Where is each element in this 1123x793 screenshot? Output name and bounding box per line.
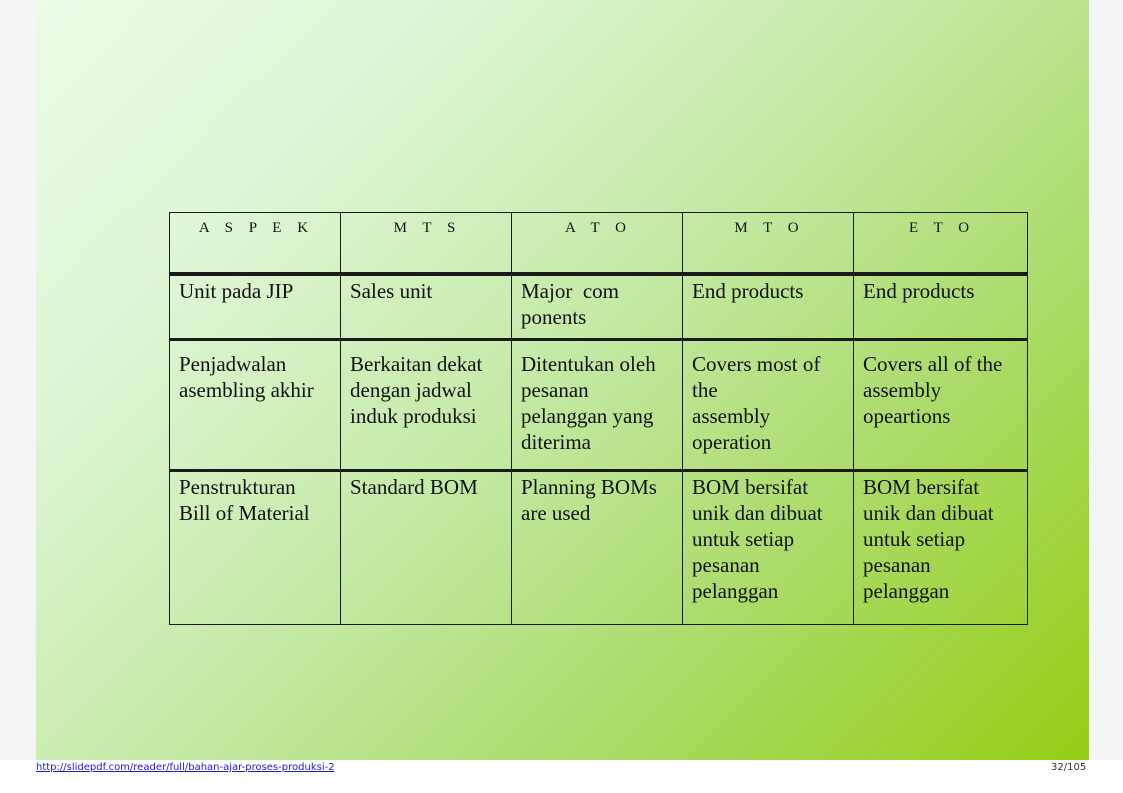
cell-text: Covers most of the assembly operation (692, 352, 821, 454)
cell-text: BOM bersifat unik dan dibuat untuk setiap pesanan pelanggan (863, 475, 994, 603)
page-number: 32/105 (1051, 762, 1087, 773)
cell-text: Berkaitan dekat dengan jadwal induk produksi (350, 352, 483, 428)
table-cell (683, 471, 854, 625)
table-cell (341, 340, 512, 471)
comparison-table (169, 212, 1028, 625)
cell-text: Unit pada JIP (179, 279, 294, 303)
cell-text: BOM bersifat unik dan dibuat untuk setiap pesanan pelanggan (692, 475, 823, 603)
left-margin (0, 0, 36, 760)
header-mts: M T S (341, 213, 512, 275)
cell-text: End products (863, 279, 975, 303)
header-eto: E T O (854, 213, 1028, 275)
table-cell (854, 340, 1028, 471)
cell-text: End products (692, 279, 804, 303)
cell-text: Ditentukan oleh pesanan pelanggan yang diterima (521, 352, 656, 454)
cell-text: Planning BOMs are used (521, 475, 657, 525)
table-row (170, 340, 1028, 471)
header-aspek: A S P E K (170, 213, 341, 275)
page-footer (0, 760, 1123, 793)
table-cell (170, 471, 341, 625)
cell-text: Major com ponents (521, 279, 619, 329)
table-cell (512, 274, 683, 340)
table-cell (512, 471, 683, 625)
table-row (170, 274, 1028, 340)
table-row (170, 471, 1028, 625)
table-cell (854, 274, 1028, 340)
table-cell (170, 274, 341, 340)
header-mto: M T O (683, 213, 854, 275)
cell-text: Penstrukturan Bill of Material (179, 475, 310, 525)
table-cell (683, 340, 854, 471)
table-cell (512, 340, 683, 471)
slide-page (36, 0, 1089, 760)
table-cell (854, 471, 1028, 625)
right-margin (1089, 0, 1123, 760)
table-cell (341, 471, 512, 625)
table-header-row (170, 213, 1028, 275)
table-cell (683, 274, 854, 340)
header-ato: A T O (512, 213, 683, 275)
table-cell (341, 274, 512, 340)
cell-text: Standard BOM (350, 475, 478, 499)
cell-text: Penjadwalan asembling akhir (179, 352, 314, 402)
source-link[interactable]: http://slidepdf.com/reader/full/bahan-ajar-proses-produksi-2 (36, 762, 335, 773)
cell-text: Sales unit (350, 279, 433, 303)
cell-text: Covers all of the assembly opeartions (863, 352, 1003, 428)
table-cell (170, 340, 341, 471)
